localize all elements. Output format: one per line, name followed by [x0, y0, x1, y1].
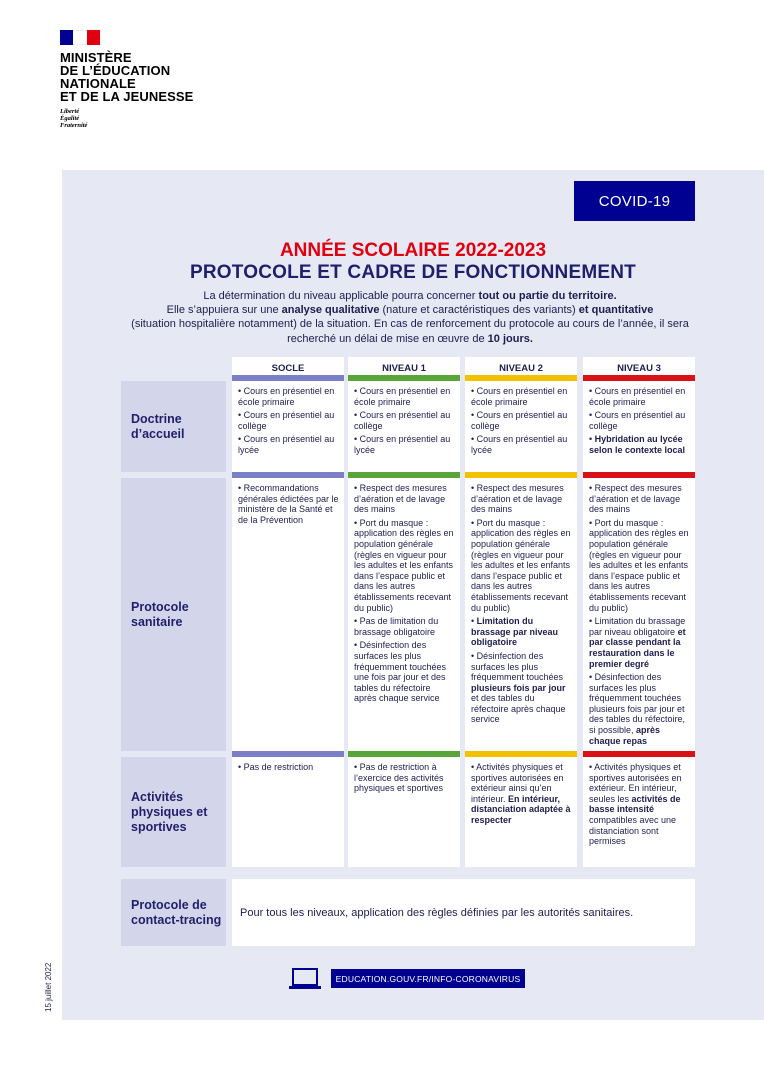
marianne-flag-icon	[60, 30, 100, 45]
bullet-item: • Cours en présentiel au lycée	[471, 434, 568, 455]
cell-doctrine-accueil-niveau-1	[348, 381, 460, 472]
ministry-name: MINISTÈRE DE L’ÉDUCATION NATIONALE ET DE LA JEUNESSE	[60, 50, 194, 104]
bullet-item: • Pas de restriction	[238, 762, 314, 772]
contact-tracing-cell: Pour tous les niveaux, application des règles définies par les autorités sanitaires.	[232, 879, 695, 946]
bullet-item: • Cours en présentiel en école primaire	[589, 386, 686, 407]
ministry-logo	[60, 30, 193, 129]
row-header-protocole-sanitaire: Protocole sanitaire	[121, 478, 226, 751]
page-title-year: ANNÉE SCOLAIRE 2022-2023	[279, 240, 547, 261]
bullet-item: • Cours en présentiel au lycée	[238, 434, 335, 455]
column-header-niveau-3: NIVEAU 3	[583, 357, 695, 379]
bullet-item: • Respect des mesures d’aération et de lavage des mains	[471, 483, 564, 515]
laptop-icon	[288, 968, 322, 990]
bullet-item: • Respect des mesures d’aération et de lavage des mains	[354, 483, 447, 515]
cell-doctrine-accueil-socle	[232, 381, 344, 472]
cell-doctrine-accueil-niveau-3	[583, 381, 695, 472]
bullet-item: • Cours en présentiel au collège	[589, 410, 686, 431]
bullet-item: • Port du masque : application des règles en population générale (règles en vigueur pour les adultes et les enfants dans l’espace public et dans les autres établissements recevant du public)	[589, 517, 689, 613]
bullet-item: • Cours en présentiel au lycée	[354, 434, 451, 455]
bullet-item: • Désinfection des surfaces les plus fréquemment touchées plusieurs fois par jour et des tables du réfectoire après chaque service	[471, 650, 566, 725]
cell-protocole-sanitaire-socle	[232, 478, 344, 751]
column-header-socle: SOCLE	[232, 357, 344, 379]
bullet-item: • Respect des mesures d’aération et de lavage des mains	[589, 483, 682, 515]
cell-protocole-sanitaire-niveau-3	[583, 478, 695, 751]
cell-doctrine-accueil-niveau-2	[465, 381, 577, 472]
bullet-item: • Pas de limitation du brassage obligatoire	[354, 616, 439, 637]
bullet-item: • Recommandations générales édictées par le ministère de la Santé et de la Prévention	[238, 483, 339, 525]
column-header-niveau-2: NIVEAU 2	[465, 357, 577, 379]
covid-badge: COVID-19	[574, 181, 695, 221]
bullet-item: • Port du masque : application des règles en population générale (règles en vigueur pour les adultes et les enfants dans l’espace public et dans les autres établissements recevant du public)	[354, 517, 454, 613]
bullet-item: • Limitation du brassage par niveau obligatoire	[471, 616, 559, 648]
row-header-activites-physiques: Activités physiques et sportives	[121, 757, 226, 867]
info-coronavirus-link[interactable]: EDUCATION.GOUV.FR/INFO-CORONAVIRUS	[331, 969, 525, 988]
intro-text: La détermination du niveau applicable pourra concerner tout ou partie du territoire. Elle s’appuiera sur une analyse qualitative (nature et caractéristiques des variants) et quantitative (situation hospitalière notamment) de la situation. En cas de renforcement du protocole au cours de l’année, il sera recherché un délai de mise en œuvre de 10 jours.	[131, 290, 689, 345]
bullet-item: • Cours en présentiel en école primaire	[238, 386, 335, 407]
column-header-niveau-1: NIVEAU 1	[348, 357, 460, 379]
bullet-item: • Activités physiques et sportives autorisées en extérieur ainsi qu’en intérieur. En intérieur, distanciation adaptée à respecter	[471, 762, 571, 825]
cell-activites-physiques-niveau-3	[583, 757, 695, 867]
cell-activites-physiques-niveau-1	[348, 757, 460, 867]
republic-motto: Liberté Égalité Fraternité	[60, 108, 88, 129]
cell-activites-physiques-socle	[232, 757, 344, 867]
bullet-item: • Cours en présentiel en école primaire	[471, 386, 568, 407]
bullet-item: • Cours en présentiel en école primaire	[354, 386, 451, 407]
page-title: PROTOCOLE ET CADRE DE FONCTIONNEMENT	[190, 262, 636, 283]
bullet-item: • Cours en présentiel au collège	[238, 410, 335, 431]
row-header-doctrine-accueil: Doctrine d’accueil	[121, 381, 226, 472]
publication-date: 15 juillet 2022	[44, 962, 53, 1012]
bullet-item: • Activités physiques et sportives autorisées en extérieur. En intérieur, seules les activités de basse intensité compatibles avec une distanciation sont permises	[589, 762, 682, 847]
cell-protocole-sanitaire-niveau-2	[465, 478, 577, 751]
bullet-item: • Pas de restriction à l’exercice des activités physiques et sportives	[354, 762, 444, 794]
bullet-item: • Hybridation au lycée selon le contexte local	[589, 434, 686, 455]
cell-activites-physiques-niveau-2	[465, 757, 577, 867]
bullet-item: • Limitation du brassage par niveau obligatoire et par classe pendant la restauration dans le premier degré	[589, 616, 686, 669]
bullet-item: • Port du masque : application des règles en population générale (règles en vigueur pour les adultes et les enfants dans l’espace public et dans les autres établissements recevant du public)	[471, 517, 571, 613]
bullet-item: • Cours en présentiel au collège	[354, 410, 451, 431]
cell-protocole-sanitaire-niveau-1	[348, 478, 460, 751]
bullet-item: • Désinfection des surfaces les plus fréquemment touchées une fois par jour et des tables du réfectoire après chaque service	[354, 640, 447, 704]
bullet-item: • Cours en présentiel au collège	[471, 410, 568, 431]
bullet-item: • Désinfection des surfaces les plus fréquemment touchées plusieurs fois par jour et des tables du réfectoire, si possible, après chaque repas	[589, 672, 686, 746]
row-header-contact-tracing: Protocole de contact-tracing	[121, 879, 226, 946]
